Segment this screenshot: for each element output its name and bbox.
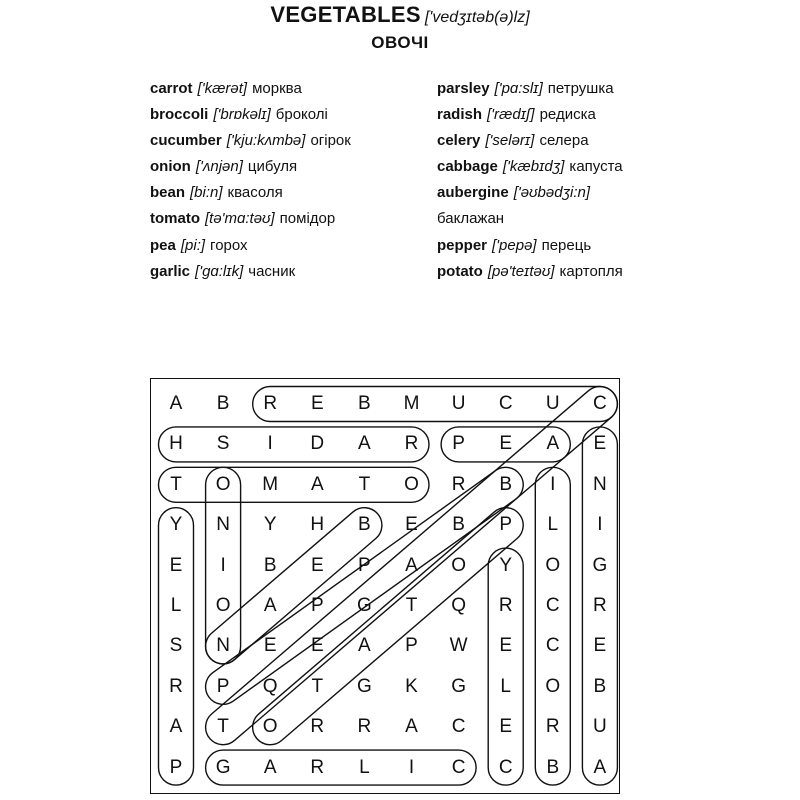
grid-letter: W (449, 635, 468, 657)
grid-letter: M (262, 473, 279, 495)
title-translation: ОВОЧІ (371, 33, 429, 52)
grid-letter: E (593, 635, 607, 657)
vocab-word: garlic (150, 262, 191, 280)
vocab-translation: цибуля (247, 158, 298, 176)
grid-letter: E (169, 554, 183, 576)
grid-letter: C (593, 393, 607, 414)
vocab-word: broccoli (150, 106, 209, 124)
grid-letter: E (263, 635, 277, 657)
grid-letter: E (499, 433, 513, 455)
grid-letter: Q (451, 595, 466, 616)
vocab-word: pepper (437, 236, 488, 254)
vocab-transcription: ['əʊbədʒi:n] (513, 184, 591, 202)
grid-letter: R (357, 716, 372, 738)
grid-letter: A (358, 433, 371, 455)
grid-letter: T (217, 716, 229, 738)
vocab-word: celery (437, 132, 481, 150)
grid-letter: P (169, 756, 183, 778)
grid-letter: B (358, 514, 371, 536)
grid-letter: T (170, 473, 182, 495)
grid-letter: A (593, 756, 607, 778)
grid-letter: O (262, 716, 278, 738)
grid-letter: Y (499, 554, 513, 576)
grid-letter: A (263, 756, 277, 778)
grid-letter: O (545, 554, 561, 576)
grid-letter: O (451, 554, 466, 576)
grid-letter: E (310, 554, 324, 576)
vocab-word: pea (150, 236, 176, 254)
grid-letter: R (310, 756, 325, 778)
grid-letter: R (169, 675, 183, 697)
grid-letter: O (545, 675, 561, 697)
grid-letter: U (593, 716, 607, 738)
grid-letter: R (310, 716, 325, 738)
grid-letter: T (405, 595, 418, 616)
vocab-transcription: [tə'mɑ:təʊ] (205, 210, 275, 228)
vocab-translation: огірок (310, 132, 351, 150)
grid-letter: G (215, 756, 231, 778)
found-word-outline-tomato (159, 467, 430, 502)
vocab-transcription: ['selərɪ] (485, 132, 535, 150)
vocab-translation: петрушка (547, 80, 614, 97)
grid-letter: P (310, 595, 324, 616)
grid-letter: M (403, 393, 420, 414)
vocab-word: bean (150, 184, 186, 202)
vocab-translation: броколі (275, 106, 328, 124)
grid-letter: L (500, 675, 511, 697)
vocab-transcription: ['ʌnjən] (195, 158, 243, 176)
grid-letter: E (499, 716, 513, 738)
grid-letter: S (169, 635, 183, 657)
grid-letter: G (451, 675, 466, 697)
grid-letter: O (215, 595, 231, 616)
grid-letter: B (452, 514, 465, 536)
vocab-word: carrot (150, 80, 193, 97)
vocab-translation: перець (541, 236, 592, 254)
vocab-translation: редиска (539, 106, 596, 124)
vocab-translation: часник (248, 262, 296, 280)
grid-letter: C (545, 595, 560, 616)
vocab-transcription: ['rædɪʃ] (487, 106, 535, 124)
grid-letter: N (216, 514, 230, 536)
grid-letter: I (408, 756, 415, 778)
grid-letter: E (310, 393, 324, 414)
grid-letter: H (169, 433, 183, 455)
grid-letter: A (169, 393, 183, 414)
grid-letter: C (498, 756, 513, 778)
grid-letter: T (358, 473, 371, 495)
vocab-transcription: [bi:n] (190, 184, 223, 202)
grid-letter: O (215, 473, 231, 495)
vocab-transcription: ['kærət] (197, 80, 248, 97)
grid-letter: P (452, 433, 465, 455)
grid-letter: P (216, 675, 230, 697)
vocab-transcription: [pi:] (180, 236, 206, 254)
grid-letter: S (216, 433, 230, 455)
grid-letter: L (170, 595, 182, 616)
vocab-translation: квасоля (227, 184, 283, 202)
grid-letter: R (451, 473, 466, 495)
grid-letter: C (498, 393, 513, 414)
vocab-word: tomato (150, 210, 200, 228)
vocab-word: onion (150, 158, 191, 176)
grid-letter: Q (262, 675, 278, 697)
vocab-word: radish (437, 106, 483, 124)
grid-letter: E (310, 635, 324, 657)
grid-letter: C (451, 756, 466, 778)
found-word-outline-celery (488, 548, 523, 785)
grid-letter: R (263, 393, 278, 414)
vocab-transcription: [pə'teɪtəʊ] (487, 262, 555, 280)
grid-letter: P (499, 514, 513, 536)
grid-letter: R (545, 716, 560, 738)
grid-letter: B (263, 554, 277, 576)
vocab-translation: селера (539, 132, 589, 150)
vocab-word: cucumber (150, 132, 222, 150)
found-word-outline-radish (159, 427, 430, 462)
vocab-translation: картопля (559, 262, 623, 280)
grid-letter: I (267, 433, 273, 455)
vocab-translation: баклажан (437, 210, 505, 228)
vocab-translation: морква (252, 80, 302, 97)
grid-letter: P (358, 554, 371, 576)
grid-letter: Y (263, 514, 277, 536)
grid-letter: G (357, 675, 372, 697)
vocab-translation: капуста (569, 158, 623, 176)
found-word-outline-garlic (206, 750, 477, 785)
grid-letter: R (498, 595, 513, 616)
vocab-word: potato (437, 262, 483, 280)
vocab-word: cabbage (437, 158, 498, 176)
grid-letter: A (310, 473, 324, 495)
grid-letter: I (550, 473, 556, 495)
grid-letter: P (405, 635, 418, 657)
grid-letter: B (216, 393, 230, 414)
grid-letter: A (169, 716, 183, 738)
grid-letter: A (405, 554, 418, 576)
grid-letter: I (220, 554, 226, 576)
title-transcription: ['vedʒɪtəb(ə)lz] (424, 9, 530, 26)
grid-letter: L (547, 514, 559, 536)
vocab-transcription: ['kju:kʌmbə] (226, 132, 306, 150)
vocab-transcription: ['brɒkəlɪ] (213, 106, 271, 124)
vocab-word: aubergine (437, 184, 509, 202)
grid-letter: O (404, 473, 419, 495)
vocab-transcription: ['pepə] (492, 236, 537, 254)
page-title: VEGETABLES (270, 2, 421, 27)
grid-letter: I (597, 514, 603, 536)
grid-letter: B (593, 675, 607, 697)
grid-letter: A (546, 433, 560, 455)
grid-letter: A (263, 595, 277, 616)
grid-letter: C (545, 635, 560, 657)
grid-letter: E (405, 514, 418, 536)
grid-letter: G (592, 554, 608, 576)
grid-letter: N (593, 473, 607, 495)
grid-letter: E (593, 433, 607, 455)
vocab-transcription: ['kæbɪdʒ] (502, 158, 565, 176)
grid-letter: E (499, 635, 513, 657)
grid-letter: U (545, 393, 560, 414)
grid-letter: K (405, 675, 418, 697)
grid-letter: N (216, 635, 230, 657)
grid-letter: D (310, 433, 325, 455)
vocab-transcription: ['gɑ:lɪk] (195, 262, 244, 280)
grid-letter: B (358, 393, 371, 414)
vocab-translation: помідор (279, 210, 336, 228)
grid-letter: B (499, 473, 513, 495)
grid-letter: A (405, 716, 418, 738)
grid-letter: T (311, 675, 324, 697)
grid-letter: L (359, 756, 370, 778)
grid-letter: G (357, 595, 372, 616)
grid-letter: A (358, 635, 371, 657)
grid-letter: C (451, 716, 466, 738)
grid-letter: H (310, 514, 325, 536)
vocab-translation: горох (210, 236, 248, 254)
vocab-word: parsley (437, 80, 490, 97)
grid-letter: B (546, 756, 560, 778)
grid-letter: R (404, 433, 419, 455)
grid-letter: U (451, 393, 466, 414)
grid-letter: R (593, 595, 607, 616)
grid-letter: Y (169, 514, 183, 536)
vocab-transcription: ['pɑ:slɪ] (494, 80, 543, 97)
